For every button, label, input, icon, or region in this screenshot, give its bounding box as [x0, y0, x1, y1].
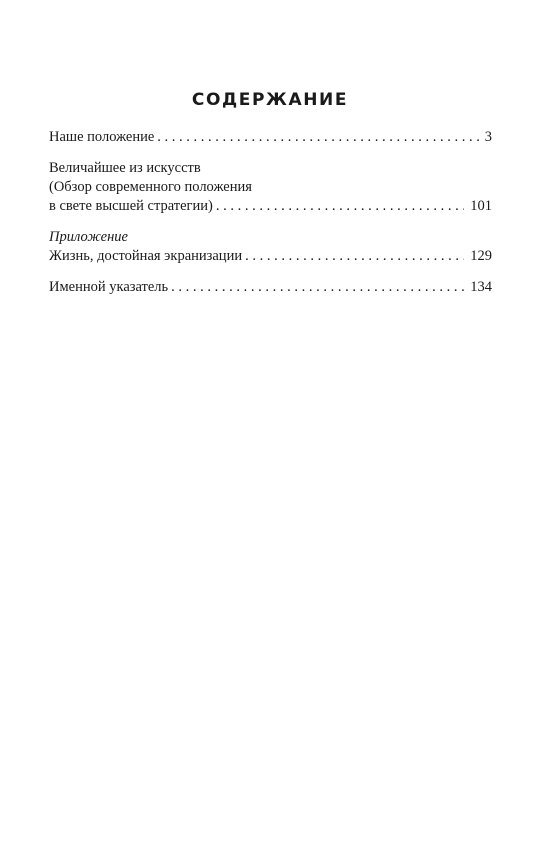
- dot-leader: [245, 247, 464, 266]
- dot-leader: [157, 128, 478, 147]
- page-title: СОДЕРЖАНИЕ: [191, 90, 349, 110]
- toc-page-number: 101: [470, 198, 492, 214]
- toc-entry-line: [49, 278, 492, 297]
- toc-page-number: 129: [470, 248, 492, 264]
- toc-entry-imennoy-ukazatel: [49, 278, 492, 297]
- toc-entry-line: [49, 128, 492, 147]
- toc-section-label: Приложение: [49, 229, 128, 245]
- toc-page-number: 3: [484, 129, 492, 145]
- table-of-contents: [49, 128, 492, 297]
- toc-entry-title: Наше положение: [49, 129, 155, 145]
- toc-entry-line: [49, 197, 492, 216]
- toc-entry-nashe-polozhenie: [49, 128, 492, 147]
- toc-entry-title: Именной указатель: [49, 279, 169, 295]
- toc-entry-prilozhenie: [49, 228, 492, 266]
- dot-leader: [216, 197, 464, 216]
- toc-entry-title-line: (Обзор современного положения: [49, 179, 252, 195]
- toc-entry-title: Жизнь, достойная экранизации: [49, 248, 243, 264]
- toc-entry-velichayshee-iz-iskusstv: [49, 159, 492, 216]
- toc-page-number: 134: [470, 279, 492, 295]
- dot-leader: [171, 278, 464, 297]
- toc-entry-title: в свете высшей стратегии): [49, 198, 213, 214]
- toc-entry-title-line: Величайшее из искусств: [49, 160, 201, 176]
- toc-entry-line: [49, 247, 492, 266]
